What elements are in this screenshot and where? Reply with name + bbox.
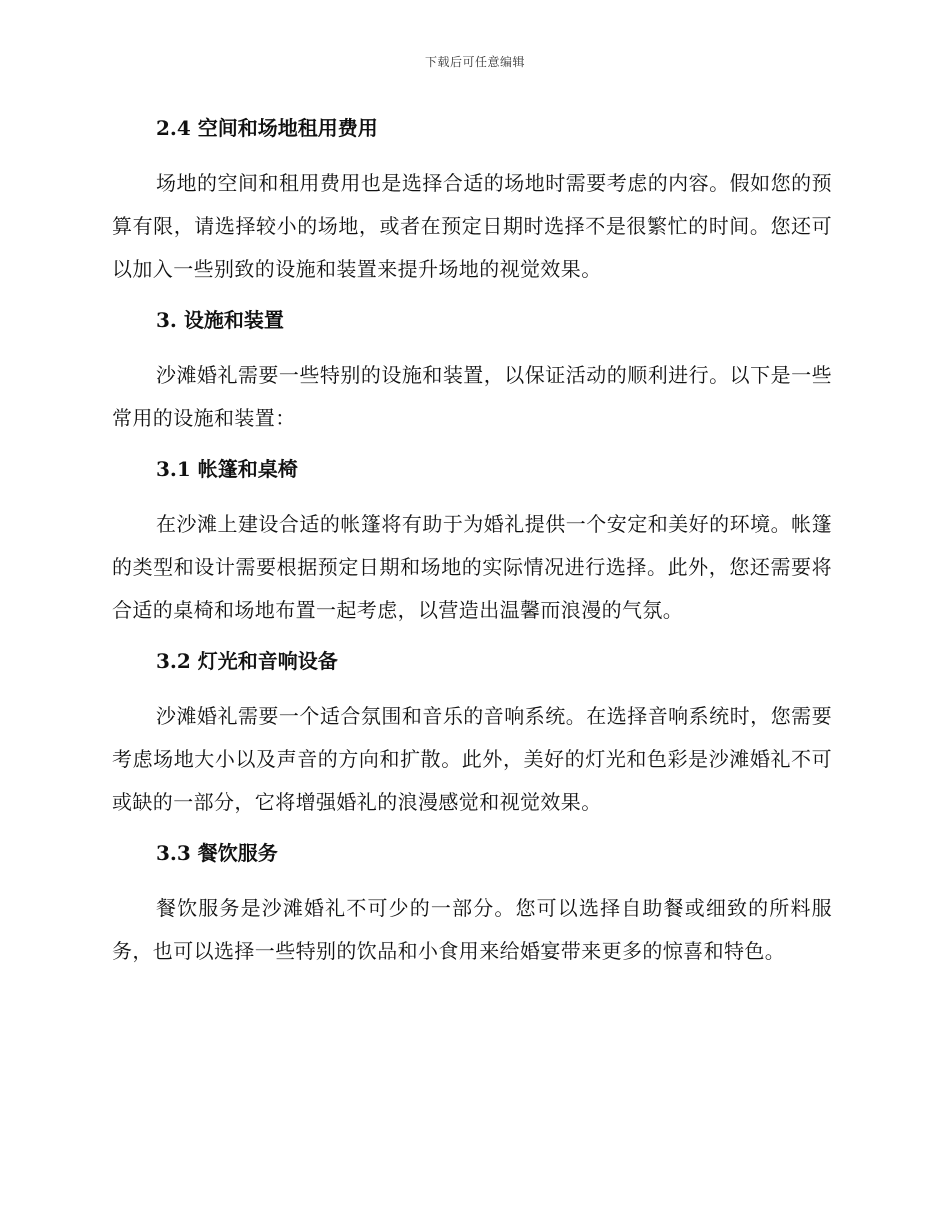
section-3-1 (112, 449, 832, 641)
section-2-4 (112, 108, 832, 300)
section-heading: 3.2 灯光和音响设备 (156, 649, 338, 673)
section-heading: 3.3 餐饮服务 (156, 841, 278, 865)
section-paragraph: 场地的空间和租用费用也是选择合适的场地时需要考虑的内容。假如您的预算有限，请选择较小的场地，或者在预定日期时选择不是很繁忙的时间。您还可以加入一些别致的设施和装置来提升场地的视觉效果。 (112, 171, 832, 281)
section-heading: 3.1 帐篷和桌椅 (156, 457, 298, 481)
page-header-note: 下载后可任意编辑 (424, 55, 525, 69)
section-3-3 (112, 833, 832, 973)
section-paragraph: 沙滩婚礼需要一些特别的设施和装置，以保证活动的顺利进行。以下是一些常用的设施和装置： (112, 363, 832, 430)
section-paragraph: 餐饮服务是沙滩婚礼不可少的一部分。您可以选择自助餐或细致的所料服务，也可以选择一些特别的饮品和小食用来给婚宴带来更多的惊喜和特色。 (112, 896, 832, 963)
section-heading: 3. 设施和装置 (156, 308, 284, 332)
section-paragraph: 沙滩婚礼需要一个适合氛围和音乐的音响系统。在选择音响系统时，您需要考虑场地大小以及声音的方向和扩散。此外，美好的灯光和色彩是沙滩婚礼不可或缺的一部分，它将增强婚礼的浪漫感觉和视觉效果。 (112, 704, 832, 814)
section-heading: 2.4 空间和场地租用费用 (156, 116, 378, 140)
section-3-2 (112, 641, 832, 833)
section-paragraph: 在沙滩上建设合适的帐篷将有助于为婚礼提供一个安定和美好的环境。帐篷的类型和设计需要根据预定日期和场地的实际情况进行选择。此外，您还需要将合适的桌椅和场地布置一起考虑，以营造出温馨而浪漫的气氛。 (112, 512, 832, 622)
document-body (112, 108, 832, 973)
section-3 (112, 300, 832, 449)
